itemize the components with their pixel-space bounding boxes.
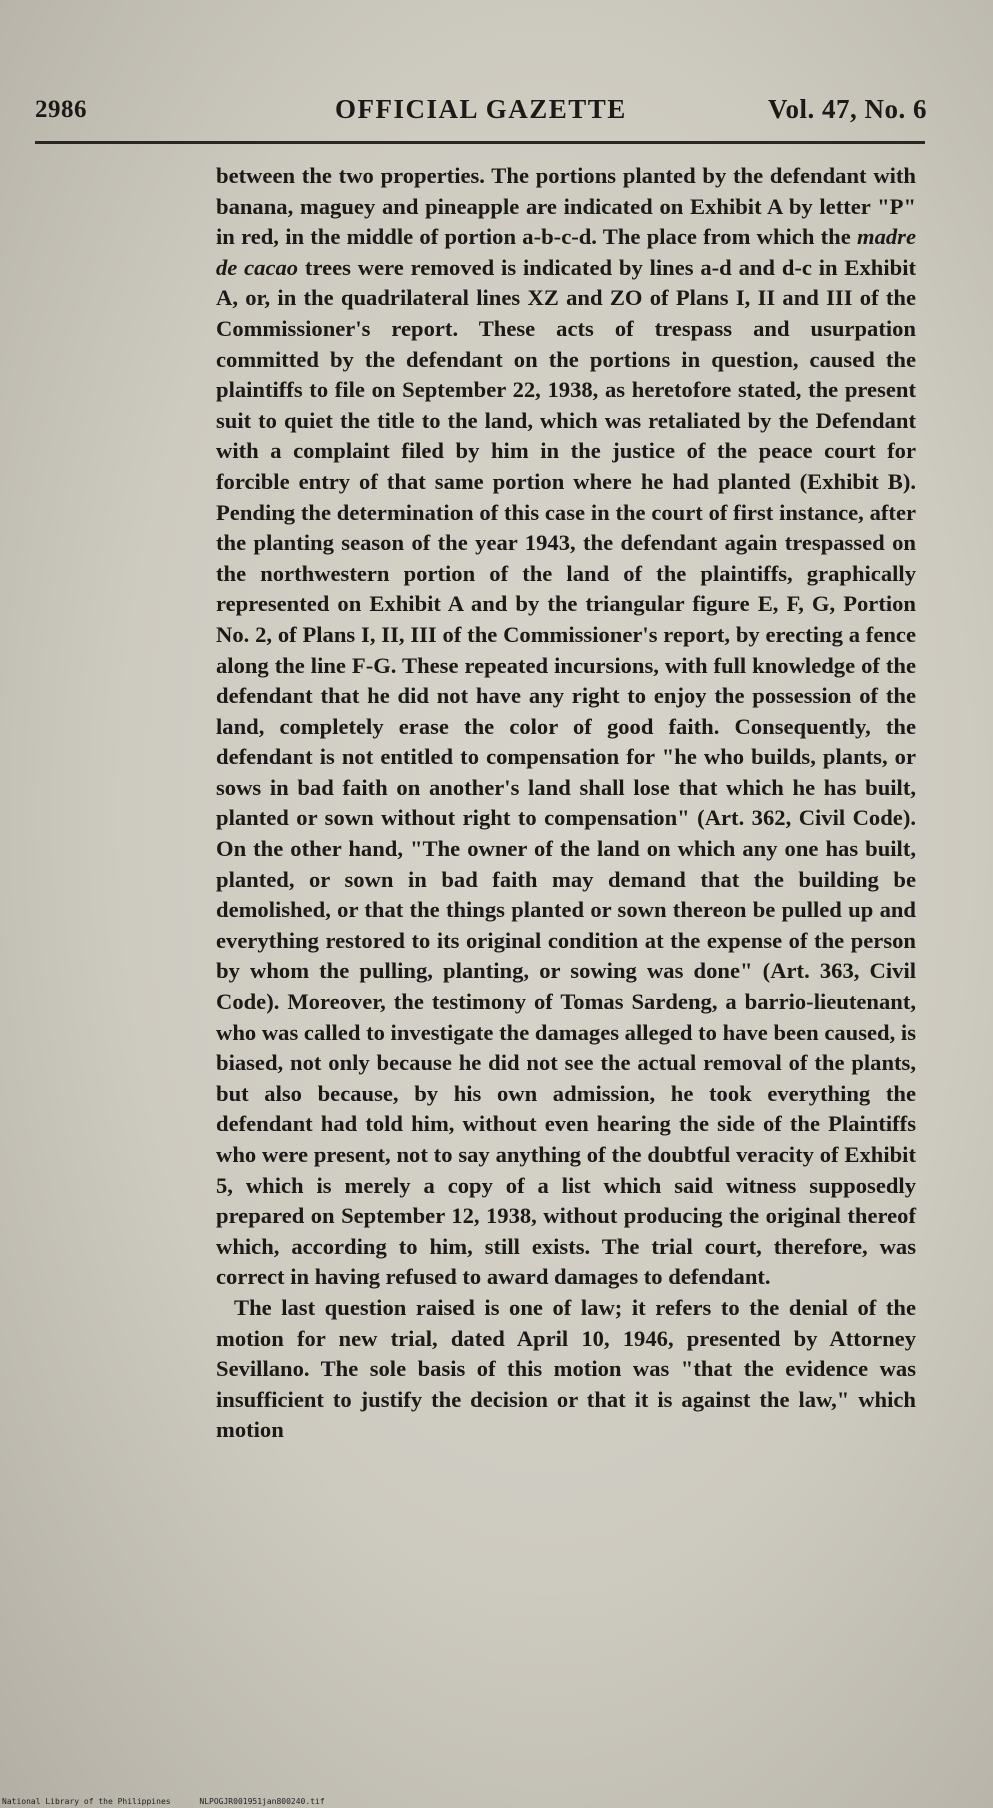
volume-issue: Vol. 47, No. 6 [767,94,927,124]
page-header [35,96,925,132]
footer-file: NLPOGJR001951jan800240.tif [199,1797,325,1806]
paragraph-1 [216,161,916,1293]
journal-title: OFFICIAL GAZETTE [335,94,627,124]
body-text [216,161,916,1446]
scan-footer [2,1797,349,1806]
page-number: 2986 [35,96,87,123]
paragraph-1-italic: madre de cacao [216,224,916,280]
paragraph-1-part-b: trees were removed is indicated by lines a-d and d-c in Exhibit A, or, in the quadrilateral lines XZ and ZO of Plans I, II and III of the Commissioner's report. These acts of trespass and usurpation committed by the defendant on the portions in question, caused the plaintiffs to file on September 22, 1938, as heretofore stated, the present suit to quiet the title to the land, which was retaliated by the Defendant with a complaint filed by him in the justice of the peace court for forcible entry of that same portion where he had planted (Exhibit B). Pending the determination of this case in the court of first instance, after the planting season of the year 1943, the defendant again trespassed on the northwestern portion of the land of the plaintiffs, graphically represented on Exhibit A and by the triangular figure E, F, G, Portion No. 2, of Plans I, II, III of the Commissioner's report, by erecting a fence along the line F-G. These repeated incursions, with full knowledge of the defendant that he did not have any right to enjoy the possession of the land, completely erase the color of good faith. Consequently, the defendant is not entitled to compensation for "he who builds, plants, or sows in bad faith on another's land shall lose that which he has built, planted or sown without right to compensation" (Art. 362, Civil Code). On the other hand, "The owner of the land on which any one has built, planted, or sown in bad faith may demand that the building be demolished, or that the things planted or sown thereon be pulled up and everything restored to its original condition at the expense of the person by whom the pulling, planting, or sowing was done" (Art. 363, Civil Code). Moreover, the testimony of Tomas Sardeng, a barrio-lieutenant, who was called to investigate the damages alleged to have been caused, is biased, not only because he did not see the actual removal of the plants, but also because, by his own admission, he took everything the defendant had told him, without even hearing the side of the Plaintiffs who were present, not to say anything of the doubtful veracity of Exhibit 5, which is merely a copy of a list which said witness supposedly prepared on September 12, 1938, without producing the original thereof which, according to him, still exists. The trial court, therefore, was correct in having refused to award damages to defendant. [216,254,917,1290]
paragraph-2: The last question raised is one of law; it refers to the denial of the motion for new trial, dated April 10, 1946, presented by Attorney Sevillano. The sole basis of this motion was "that the evidence was insufficient to justify the decision or that it is against the law," which motion [216,1294,916,1443]
header-rule [35,141,925,144]
paragraph-1-part-a: between the two properties. The portions planted by the defendant with banana, maguey and pineapple are indicated on Exhibit A by letter "P" in red, in the middle of portion a-b-c-d. The place from which the [216,163,916,250]
footer-source: National Library of the Philippines [2,1797,171,1806]
